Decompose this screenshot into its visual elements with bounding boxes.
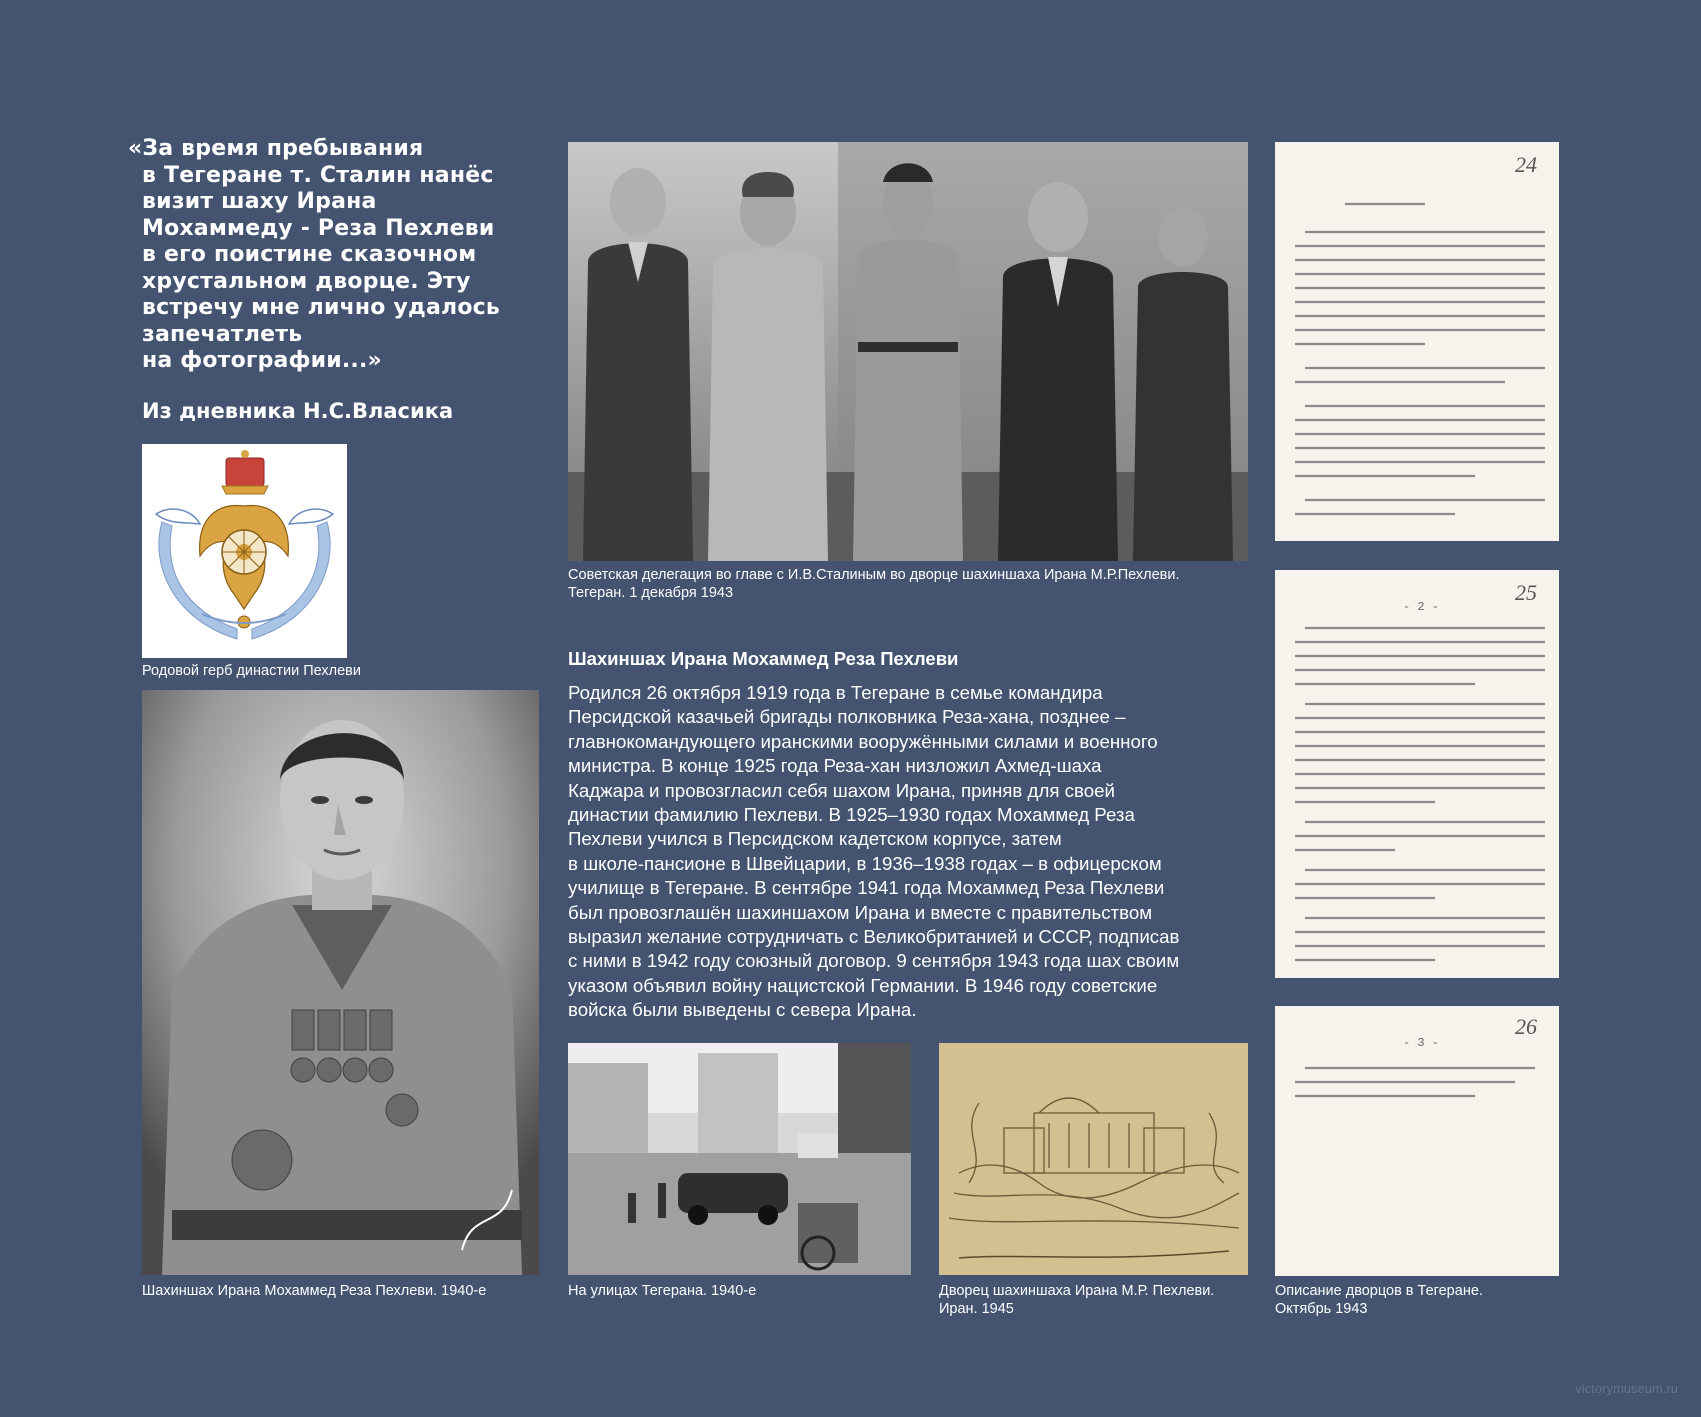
documents-caption-line: Описание дворцов в Тегеране. <box>1275 1283 1483 1299</box>
quote-line: хрустальном дворце. Эту <box>142 268 471 294</box>
delegation-photo <box>568 142 1248 561</box>
bio-line: в школе-пансионе в Швейцарии, в 1936–1938 годах – в офицерском <box>568 852 1162 874</box>
watermark: victorymuseum.ru <box>1575 1381 1678 1396</box>
delegation-caption <box>568 566 1180 602</box>
portrait-caption: Шахиншах Ирана Мохаммед Реза Пехлеви. 1940-е <box>142 1283 487 1299</box>
bio-line: Родился 26 октября 1919 года в Тегеране в семье командира <box>568 682 1103 703</box>
quote-source: Из дневника Н.С.Власика <box>142 399 454 423</box>
palace-caption-line: Дворец шахиншаха Ирана М.Р. Пехлеви. <box>939 1283 1215 1299</box>
bio-line: был провозглашён шахиншахом Ирана и вместе с правительством <box>568 901 1153 923</box>
page-number: 24 <box>1515 152 1537 177</box>
bio-text <box>568 681 1268 1023</box>
delegation-caption-line: Тегеран. 1 декабря 1943 <box>568 585 734 601</box>
street-photo <box>568 1043 911 1275</box>
document-page-3 <box>1275 1006 1559 1276</box>
quote-line: запечатлеть <box>142 321 303 347</box>
palace-caption-line: Иран. 1945 <box>939 1301 1014 1317</box>
documents-caption <box>1275 1282 1483 1318</box>
page-marker: - 3 - <box>1403 1036 1440 1050</box>
quote-line: «За время пребывания <box>128 136 424 161</box>
page-marker: - 2 - <box>1403 600 1440 614</box>
quote-line: на фотографии...» <box>142 348 382 373</box>
bio-line: министра. В конце 1925 года Реза-хан низложил Ахмед-шаха <box>568 755 1102 777</box>
page-number: 25 <box>1515 580 1537 605</box>
diary-quote <box>128 136 548 375</box>
document-page-2 <box>1275 570 1559 978</box>
bio-line: указом объявил войну нацистской Германии. В 1946 году советские <box>568 974 1158 996</box>
bio-line: выразил желание сотрудничать с Великобританией и СССР, подписав <box>568 926 1180 948</box>
bio-title: Шахиншах Ирана Мохаммед Реза Пехлеви <box>568 648 959 669</box>
quote-line: встречу мне лично удалось <box>142 295 500 320</box>
coat-of-arms-caption: Родовой герб династии Пехлеви <box>142 663 361 679</box>
delegation-caption-line: Советская делегация во главе с И.В.Сталиным во дворце шахиншаха Ирана М.Р.Пехлеви. <box>568 567 1180 583</box>
portrait-photo <box>142 690 539 1275</box>
document-page-1 <box>1275 142 1559 541</box>
quote-line: в Тегеране т. Сталин нанёс <box>142 162 494 188</box>
bio-line: главнокомандующего иранскими вооружёнными силами и военного <box>568 730 1158 752</box>
quote-line: визит шаху Ирана <box>142 189 377 214</box>
coat-of-arms-image <box>142 444 347 658</box>
page-number: 26 <box>1515 1014 1537 1039</box>
bio-line: Пехлеви учился в Персидском кадетском корпусе, затем <box>568 828 1062 850</box>
quote-line: Мохаммеду - Реза Пехлеви <box>142 215 495 241</box>
bio-line: Каджара и провозгласил себя шахом Ирана, приняв для своей <box>568 779 1115 801</box>
documents-caption-line: Октябрь 1943 <box>1275 1301 1368 1317</box>
bio-line: училище в Тегеране. В сентябре 1941 года Мохаммед Реза Пехлеви <box>568 877 1165 899</box>
bio-line: династии фамилию Пехлеви. В 1925–1930 годах Мохаммед Реза <box>568 804 1135 826</box>
palace-sketch-caption <box>939 1282 1214 1318</box>
street-caption: На улицах Тегерана. 1940-е <box>568 1283 757 1299</box>
bio-line: Персидской казачьей бригады полковника Реза-хана, позднее – <box>568 706 1126 728</box>
palace-sketch <box>939 1043 1248 1275</box>
bio-line: войска были выведены с севера Ирана. <box>568 999 917 1021</box>
quote-line: в его поистине сказочном <box>142 242 477 267</box>
bio-line: с ними в 1942 году союзный договор. 9 сентября 1943 года шах своим <box>568 950 1180 972</box>
